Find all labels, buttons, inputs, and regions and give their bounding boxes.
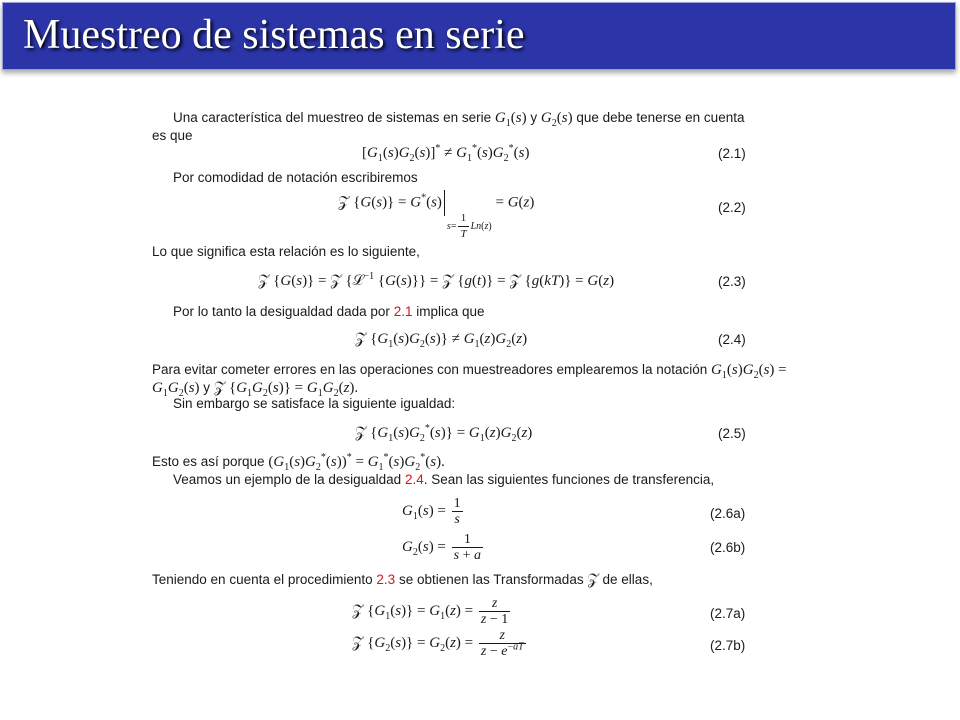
paragraph-1-line-2: es que: [152, 128, 193, 143]
text-fragment: Esto es así porque: [152, 454, 265, 469]
paragraph-7: Esto es así porque $(G_1(s)G_2^*(s))^* = G_1^*(s)G_2^*(s)$.: [152, 452, 445, 473]
text-fragment: Para evitar cometer errores en las operaciones con muestreadores emplearemos la notación: [152, 362, 708, 377]
equation-number: (2.6b): [710, 540, 746, 555]
text-fragment: y: [530, 110, 538, 125]
paragraph-9: Teniendo en cuenta el procedimiento 2.3 se obtienen las Transformadas 𝒵 de ellas,: [152, 572, 653, 588]
equation-2-1: $[G_1(s)G_2(s)]^* \ne G_1^*(s)G_2^*(s)$: [362, 143, 530, 164]
title-bar: [2, 2, 956, 70]
equation-number: (2.7b): [710, 638, 746, 653]
paragraph-3: Lo que significa esta relación es lo siguiente,: [152, 244, 420, 259]
equation-number: (2.2): [718, 200, 746, 215]
equation-2-2: 𝒵 {G(s)} = G*(s)s= $\frac{1}{T}$ Ln(z) = G(z): [338, 190, 534, 242]
paragraph-4: [173, 304, 485, 320]
reference-link[interactable]: 2.3: [376, 572, 396, 587]
text-fragment: . Sean las siguientes funciones de transferencia,: [423, 472, 715, 487]
text-fragment: Veamos un ejemplo de la desigualdad: [173, 472, 402, 487]
paragraph-6: Sin embargo se satisface la siguiente igualdad:: [173, 396, 456, 411]
reference-link[interactable]: 2.1: [393, 304, 413, 319]
equation-number: (2.7a): [710, 606, 746, 621]
paragraph-1-line-1: Una característica del muestreo de sistemas en serie $G_1(s)$ y $G_2(s)$ que debe tenerse en cuenta: [173, 110, 745, 129]
equation-number: (2.1): [718, 146, 746, 161]
text-fragment: de ellas,: [602, 572, 653, 587]
text-fragment: que debe tenerse en cuenta: [576, 110, 745, 125]
equation-number: (2.5): [718, 426, 746, 441]
text-fragment: Una característica del muestreo de sistemas en serie: [173, 110, 492, 125]
paragraph-8: [173, 472, 714, 488]
equation-2-3: 𝒵 {G(s)} = 𝒵 {ℒ$^{-1}$ {G(s)}} = 𝒵 {g(t)} = 𝒵 {g(kT)} = G(z): [258, 271, 615, 289]
equation-2-5: 𝒵 $\{G_1(s)G_2^*(s)\} = G_1(z)G_2(z)$: [355, 423, 533, 444]
equation-2-7a: 𝒵 $\{G_1(s)\} = G_1(z)$ = $\frac{z}{z - 1}$: [352, 596, 509, 627]
slide-title: Muestreo de sistemas en serie: [23, 12, 525, 58]
paragraph-5-line-2: $G_1G_2(s)$ y 𝒵 $\{G_1G_2(s)\} = G_1G_2(z)$.: [152, 380, 359, 399]
equation-number: (2.3): [718, 274, 746, 289]
text-fragment: Por lo tanto la desigualdad dada por: [173, 304, 390, 319]
equation-2-6b: $G_2(s)$ = $\frac{1}{s + a}$: [402, 532, 482, 563]
equation-number: (2.6a): [710, 506, 746, 521]
reference-link[interactable]: 2.4: [404, 472, 424, 487]
text-fragment: Teniendo en cuenta el procedimiento: [152, 572, 373, 587]
text-fragment: se obtienen las Transformadas: [398, 572, 584, 587]
paragraph-2: Por comodidad de notación escribiremos: [173, 170, 418, 185]
equation-number: (2.4): [718, 332, 746, 347]
text-fragment: implica que: [416, 304, 485, 319]
text-fragment: y: [203, 380, 211, 395]
paragraph-5-line-1: Para evitar cometer errores en las operaciones con muestreadores emplearemos la notación $G_1(s)G_2(s)$ =: [152, 362, 787, 381]
equation-2-6a: $G_1(s)$ = $\frac{1}{s}$: [402, 496, 461, 527]
equation-2-7b: 𝒵 $\{G_2(s)\} = G_2(z)$ = $\frac{z}{z - e^{-aT}}$: [352, 628, 524, 659]
equation-2-4: 𝒵 $\{G_1(s)G_2(s)\} \ne G_1(z)G_2(z)$: [355, 331, 528, 350]
